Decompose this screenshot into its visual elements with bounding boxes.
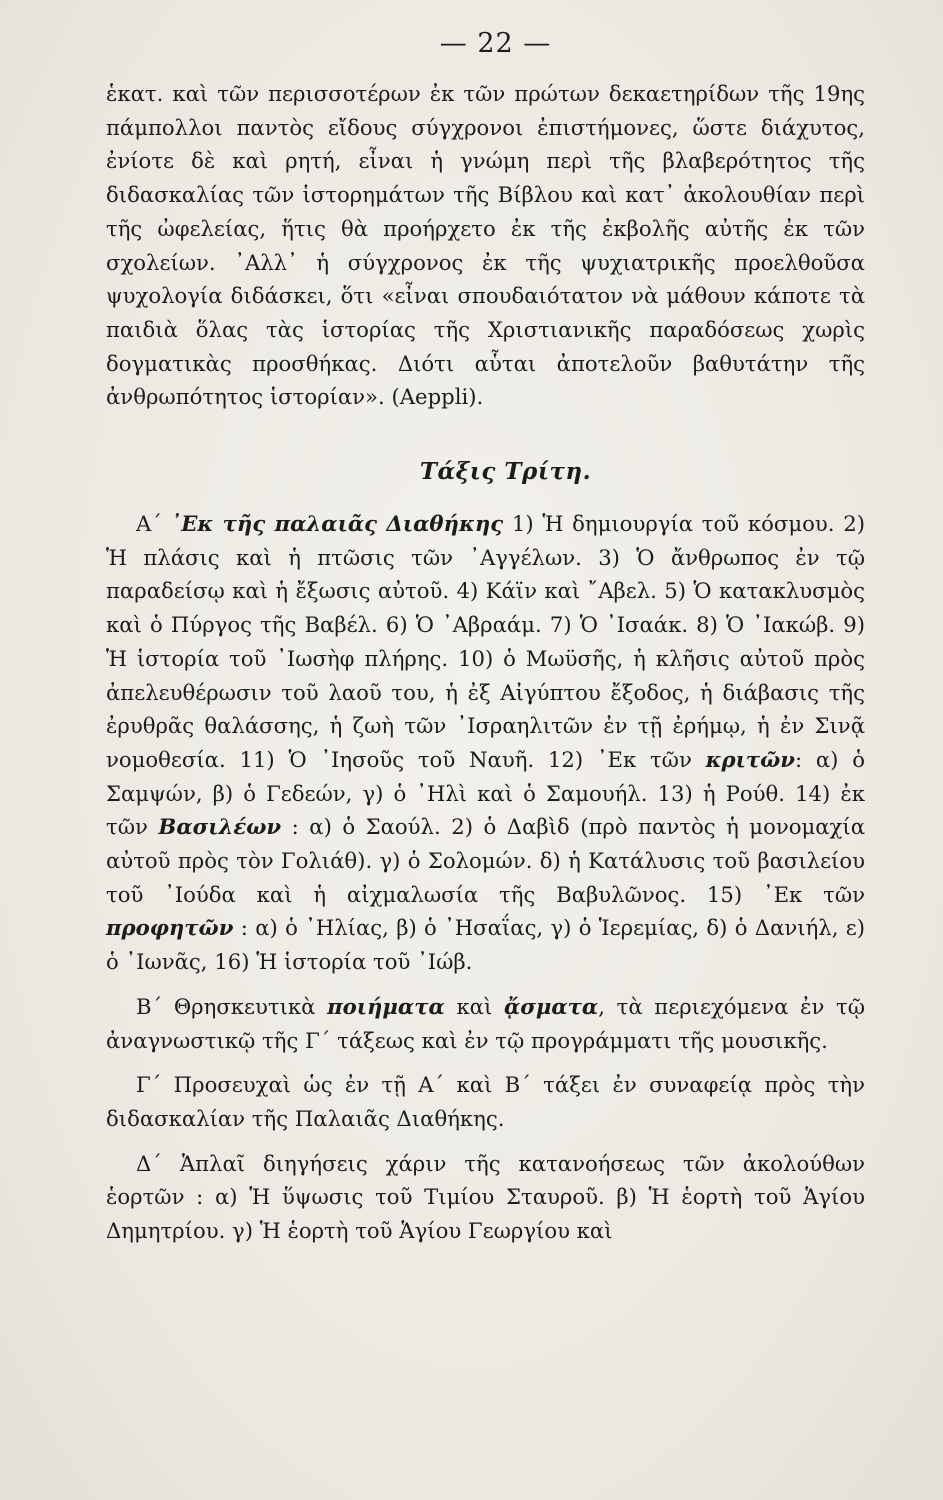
section-c-text: Προσευχαὶ ὡς ἐν τῇ Α´ καὶ Β´ τάξει ἐν συναφείᾳ πρὸς τὴν διδασκαλίαν τῆς Παλαιᾶς Διαθήκης. (106, 1072, 865, 1131)
section-a-text-4: : α) ὁ ᾿Ηλίας, β) ὁ ᾿Ησαΐας, γ) ὁ Ἱερεμίας, δ) ὁ Δανιήλ, ε) ὁ ᾿Ιωνᾶς, 16) Ἡ ἱστορία τοῦ ᾿Ιώβ. (106, 915, 865, 975)
section-heading: Τάξις Τρίτη. (419, 458, 592, 486)
section-b-text-3: , τὰ περιεχόμενα ἐν τῷ ἀναγνωστικῷ τῆς Γ´ τάξεως καὶ ἐν τῷ προγράμματι τῆς μουσικῆς. (106, 993, 865, 1053)
section-d-paragraph (106, 1147, 865, 1248)
section-a-text-3: : α) ὁ Σαούλ. 2) ὁ Δαβὶδ (πρὸ παντὸς ἡ μονομαχία αὐτοῦ πρὸς τὸν Γολιάθ). γ) ὁ Σολομών. δ) ἡ Κατάλυσις τοῦ βασιλείου τοῦ ᾿Ιούδα καὶ ἡ αἰχμαλωσία τῆς Βαβυλῶνος. 15) ᾿Εκ τῶν (106, 814, 865, 907)
section-b-emphasis-poems: ποιήματα (327, 993, 445, 1019)
section-b-emphasis-songs: ᾄσματα (503, 993, 599, 1019)
page-number: — 22 — (439, 28, 552, 59)
section-a-emphasis-prophets: προφητῶν (106, 915, 234, 941)
section-a-text-2: : α) ὁ Σαμψών, β) ὁ Γεδεών, γ) ὁ ᾿Ηλὶ καὶ ὁ Σαμουήλ. 13) ἡ Ρούθ. 14) ἐκ τῶν (106, 746, 865, 840)
section-a-emphasis: ᾿Εκ τῆς παλαιᾶς Διαθήκης (170, 511, 504, 537)
section-a-paragraph (106, 507, 865, 979)
section-a-emphasis-judges: κριτῶν (705, 746, 795, 772)
section-c-marker: Γ´ (136, 1072, 162, 1098)
section-a-marker: Α´ (136, 511, 162, 537)
section-b-text-1: Θρησκευτικὰ (162, 993, 328, 1019)
section-a-text-1: 1) Ἡ δημιουργία τοῦ κόσμου. 2) Ἡ πλάσις καὶ ἡ πτῶσις τῶν ᾿Αγγέλων. 3) Ὁ ἄνθρωπος ἐν τῷ παραδείσῳ καὶ ἡ ἔξωσις αὐτοῦ. 4) Κάϊν καὶ ῎Αβελ. 5) Ὁ κατακλυσμὸς καὶ ὁ Πύργος τῆς Βαβέλ. 6) Ὁ ᾿Αβραάμ. 7) Ὁ ᾿Ισαάκ. 8) Ὁ ᾿Ιακώβ. 9) Ἡ ἱστορία τοῦ ᾿Ιωσὴφ πλήρης. 10) ὁ Μωϋσῆς, ἡ κλῆσις αὐτοῦ πρὸς ἀπελευθέρωσιν τοῦ λαοῦ του, ἡ ἐξ Αἰγύπτου ἔξοδος, ἡ διάβασις τῆς ἐρυθρᾶς θαλάσσης, ἡ ζωὴ τῶν ᾿Ισραηλιτῶν ἐν τῇ ἐρήμῳ, ἡ ἐν Σινᾷ νομοθεσία. 11) Ὁ ᾿Ιησοῦς τοῦ Ναυῆ. 12) ᾿Εκ τῶν (106, 511, 865, 772)
section-b-text-2: καὶ (444, 993, 504, 1019)
section-d-text: Ἁπλαῖ διηγήσεις χάριν τῆς κατανοήσεως τῶν ἀκολούθων ἑορτῶν : α) Ἡ ὕψωσις τοῦ Τιμίου Σταυροῦ. β) Ἡ ἑορτὴ τοῦ Ἁγίου Δημητρίου. γ) Ἡ ἑορτὴ τοῦ Ἁγίου Γεωργίου καὶ (106, 1150, 865, 1244)
section-b-paragraph (106, 990, 865, 1057)
section-b-marker: Β´ (136, 993, 163, 1019)
intro-paragraph: ἑκατ. καὶ τῶν περισσοτέρων ἐκ τῶν πρώτων δεκαετηρίδων τῆς 19ης πάμπολλοι παντὸς εἴδους σύγχρονοι ἐπιστήμονες, ὥστε διάχυτος, ἐνίοτε δὲ καὶ ρητή, εἶναι ἡ γνώμη περὶ τῆς βλαβερότητος τῆς διδασκαλίας τῶν ἱστορημάτων τῆς Βίβλου καὶ κατ᾽ ἀκολουθίαν περὶ τῆς ὠφελείας, ἥτις θὰ προήρχετο ἐκ τῆς ἐκβολῆς αὐτῆς ἐκ τῶν σχολείων. ᾿Αλλ᾽ ἡ σύγχρονος ἐκ τῆς ψυχιατρικῆς προελθοῦσα ψυχολογία διδάσκει, ὅτι «εἶναι σπουδαιότατον νὰ μάθουν κάποτε τὰ παιδιὰ ὅλας τὰς ἱστορίας τῆς Χριστιανικῆς παραδόσεως χωρὶς δογματικὰς προσθήκας. Διότι αὗται ἀποτελοῦν βαθυτάτην τῆς ἀνθρωπότητος ἱστορίαν». (Aeppli). (106, 81, 865, 410)
section-d-marker: Δ´ (136, 1150, 162, 1176)
section-c-paragraph (106, 1068, 865, 1135)
section-a-emphasis-kings: Βασιλέων (158, 814, 282, 840)
